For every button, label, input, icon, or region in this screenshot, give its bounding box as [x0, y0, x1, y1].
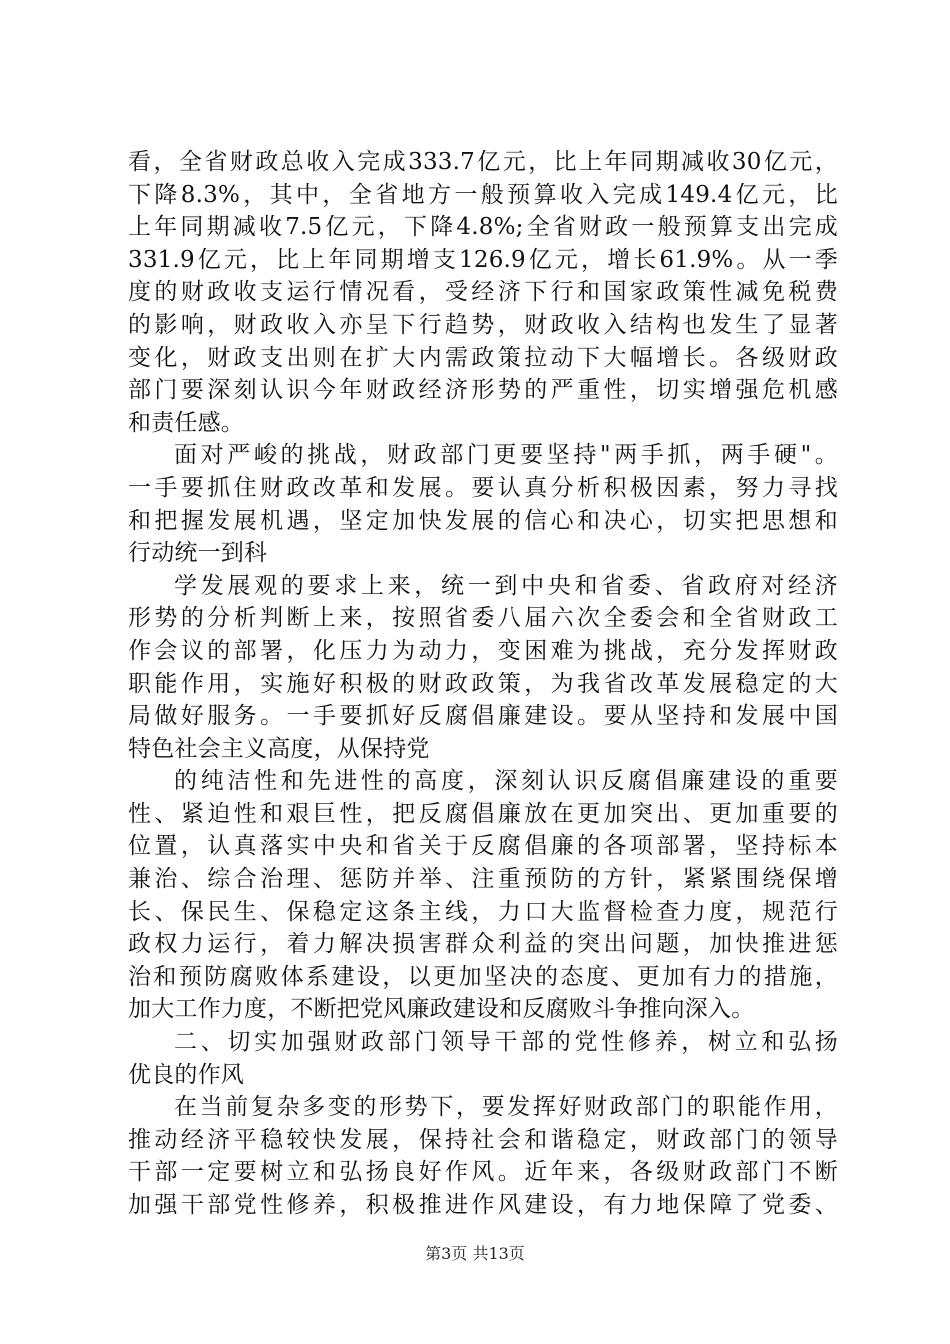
text-line: 干部一定要树立和弘扬良好作风。近年来，各级财政部门不断	[128, 1159, 838, 1186]
text-line: 和把握发展机遇，坚定加快发展的信心和决心，切实把思想和	[128, 507, 838, 534]
text-line: 行动统一到科	[128, 540, 268, 567]
text-line: 政权力运行，着力解决损害群众利益的突出问题，加快推进惩	[128, 931, 838, 958]
text-line: 兼治、综合治理、惩防并举、注重预防的方针，紧紧围绕保增	[128, 866, 838, 893]
text-line: 形势的分析判断上来，按照省委八届六次全委会和全省财政工	[128, 605, 838, 632]
text-line: 一手要抓住财政改革和发展。要认真分析积极因素，努力寻找	[128, 474, 838, 501]
paragraph-first-line: 学发展观的要求上来，统一到中央和省委、省政府对经济	[174, 572, 838, 599]
text-line: 和责任感。	[128, 409, 244, 436]
paragraph-first-line: 的纯洁性和先进性的高度，深刻认识反腐倡廉建设的重要	[174, 768, 838, 795]
paragraph-first-line: 面对严峻的挑战，财政部门更要坚持"两手抓，两手硬"。	[174, 442, 838, 469]
text-line: 性、紧迫性和艰巨性，把反腐倡廉放在更加突出、更加重要的	[128, 800, 838, 827]
text-line: 度的财政收支运行情况看，受经济下行和国家政策性减免税费	[128, 279, 838, 306]
text-line: 加大工作力度，不断把党风廉政建设和反腐败斗争推向深入。	[128, 996, 755, 1023]
paragraph-first-line: 在当前复杂多变的形势下，要发挥好财政部门的职能作用，	[174, 1094, 838, 1121]
text-line: 的影响，财政收入亦呈下行趋势，财政收入结构也发生了显著	[128, 311, 838, 338]
text-line: 长、保民生、保稳定这条主线，力口大监督检查力度，规范行	[128, 898, 838, 925]
text-line: 下降8.3%，其中，全省地方一般预算收入完成149.4亿元，比	[128, 181, 838, 208]
text-line: 331.9亿元，比上年同期增支126.9亿元，增长61.9%。从一季	[128, 246, 838, 273]
text-line: 位置，认真落实中央和省关于反腐倡廉的各项部署，坚持标本	[128, 833, 838, 860]
text-line: 部门要深刻认识今年财政经济形势的严重性，切实增强危机感	[128, 377, 838, 404]
text-line: 职能作用，实施好积极的财政政策，为我省改革发展稳定的大	[128, 670, 838, 697]
page-number: 第3页 共13页	[425, 1244, 525, 1263]
section-heading-line: 优良的作风	[128, 1061, 244, 1088]
document-body	[128, 146, 838, 1222]
text-line: 看，全省财政总收入完成333.7亿元，比上年同期减收30亿元，	[128, 149, 838, 175]
section-heading-line: 二、切实加强财政部门领导干部的党性修养，树立和弘扬	[174, 1029, 838, 1056]
text-line: 作会议的部署，化压力为动力，变困难为挑战，充分发挥财政	[128, 637, 838, 664]
text-line: 加强干部党性修养，积极推进作风建设，有力地保障了党委、	[128, 1192, 838, 1218]
text-line: 治和预防腐败体系建设，以更加坚决的态度、更加有力的措施，	[128, 963, 838, 990]
text-line: 上年同期减收7.5亿元，下降4.8%;全省财政一般预算支出完成	[128, 214, 838, 241]
text-line: 特色社会主义高度，从保持党	[128, 735, 430, 762]
page-footer	[0, 1244, 950, 1264]
text-line: 局做好服务。一手要抓好反腐倡廉建设。要从坚持和发展中国	[128, 703, 838, 730]
text-line: 推动经济平稳较快发展，保持社会和谐稳定，财政部门的领导	[128, 1126, 838, 1153]
text-line: 变化，财政支出则在扩大内需政策拉动下大幅增长。各级财政	[128, 344, 838, 371]
